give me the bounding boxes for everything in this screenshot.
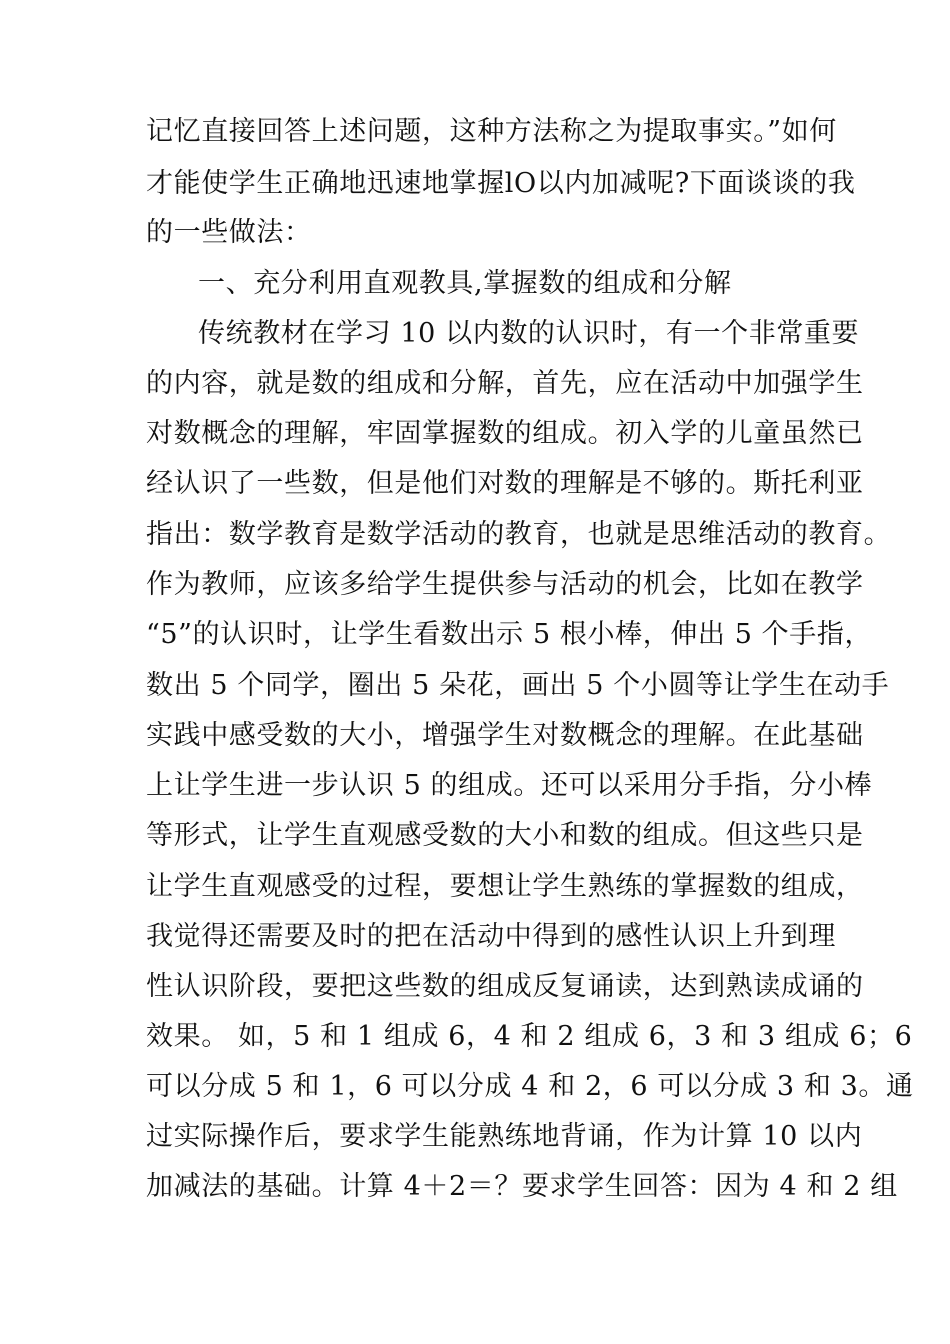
text-line-9: 指出：数学教育是数学活动的教育，也就是思维活动的教育。 xyxy=(146,519,892,550)
section-heading: 一、充分利用直观教具,掌握数的组成和分解 xyxy=(198,268,732,299)
text-line-20: 可以分成 5 和 1，6 可以分成 4 和 2，6 可以分成 3 和 3。通 xyxy=(146,1071,914,1102)
text-line-15: 等形式，让学生直观感受数的大小和数的组成。但这些只是 xyxy=(146,820,864,851)
text-line-12: 数出 5 个同学，圈出 5 朵花，画出 5 个小圆等让学生在动手 xyxy=(146,670,890,701)
text-line-22: 加减法的基础。计算 4＋2＝？要求学生回答：因为 4 和 2 组 xyxy=(146,1171,898,1202)
text-line-19: 效果。 如，5 和 1 组成 6，4 和 2 组成 6，3 和 3 组成 6；6 xyxy=(146,1021,913,1052)
text-line-17: 我觉得还需要及时的把在活动中得到的感性认识上升到理 xyxy=(146,921,836,952)
text-line-21: 过实际操作后，要求学生能熟练地背诵，作为计算 10 以内 xyxy=(146,1121,863,1152)
text-line-11: “5”的认识时，让学生看数出示 5 根小棒，伸出 5 个手指， xyxy=(146,619,873,650)
text-line-10: 作为教师，应该多给学生提供参与活动的机会，比如在教学 xyxy=(146,569,864,600)
text-line-16: 让学生直观感受的过程，要想让学生熟练的掌握数的组成， xyxy=(146,871,864,902)
text-line-2: 才能使学生正确地迅速地掌握lO以内加减呢?下面谈谈的我 xyxy=(146,168,856,199)
text-line-7: 对数概念的理解，牢固掌握数的组成。初入学的儿童虽然已 xyxy=(146,418,864,449)
text-line-14: 上让学生进一步认识 5 的组成。还可以采用分手指，分小棒 xyxy=(146,770,873,801)
text-line-8: 经认识了一些数，但是他们对数的理解是不够的。斯托利亚 xyxy=(146,468,864,499)
text-line-13: 实践中感受数的大小，增强学生对数概念的理解。在此基础 xyxy=(146,720,864,751)
text-line-1: 记忆直接回答上述问题，这种方法称之为提取事实。”如何 xyxy=(146,116,837,147)
text-line-6: 的内容，就是数的组成和分解，首先，应在活动中加强学生 xyxy=(146,368,864,399)
text-line-3: 的一些做法： xyxy=(146,217,312,248)
text-line-18: 性认识阶段，要把这些数的组成反复诵读，达到熟读成诵的 xyxy=(146,971,864,1002)
text-line-5: 传统教材在学习 10 以内数的认识时，有一个非常重要 xyxy=(198,318,860,349)
